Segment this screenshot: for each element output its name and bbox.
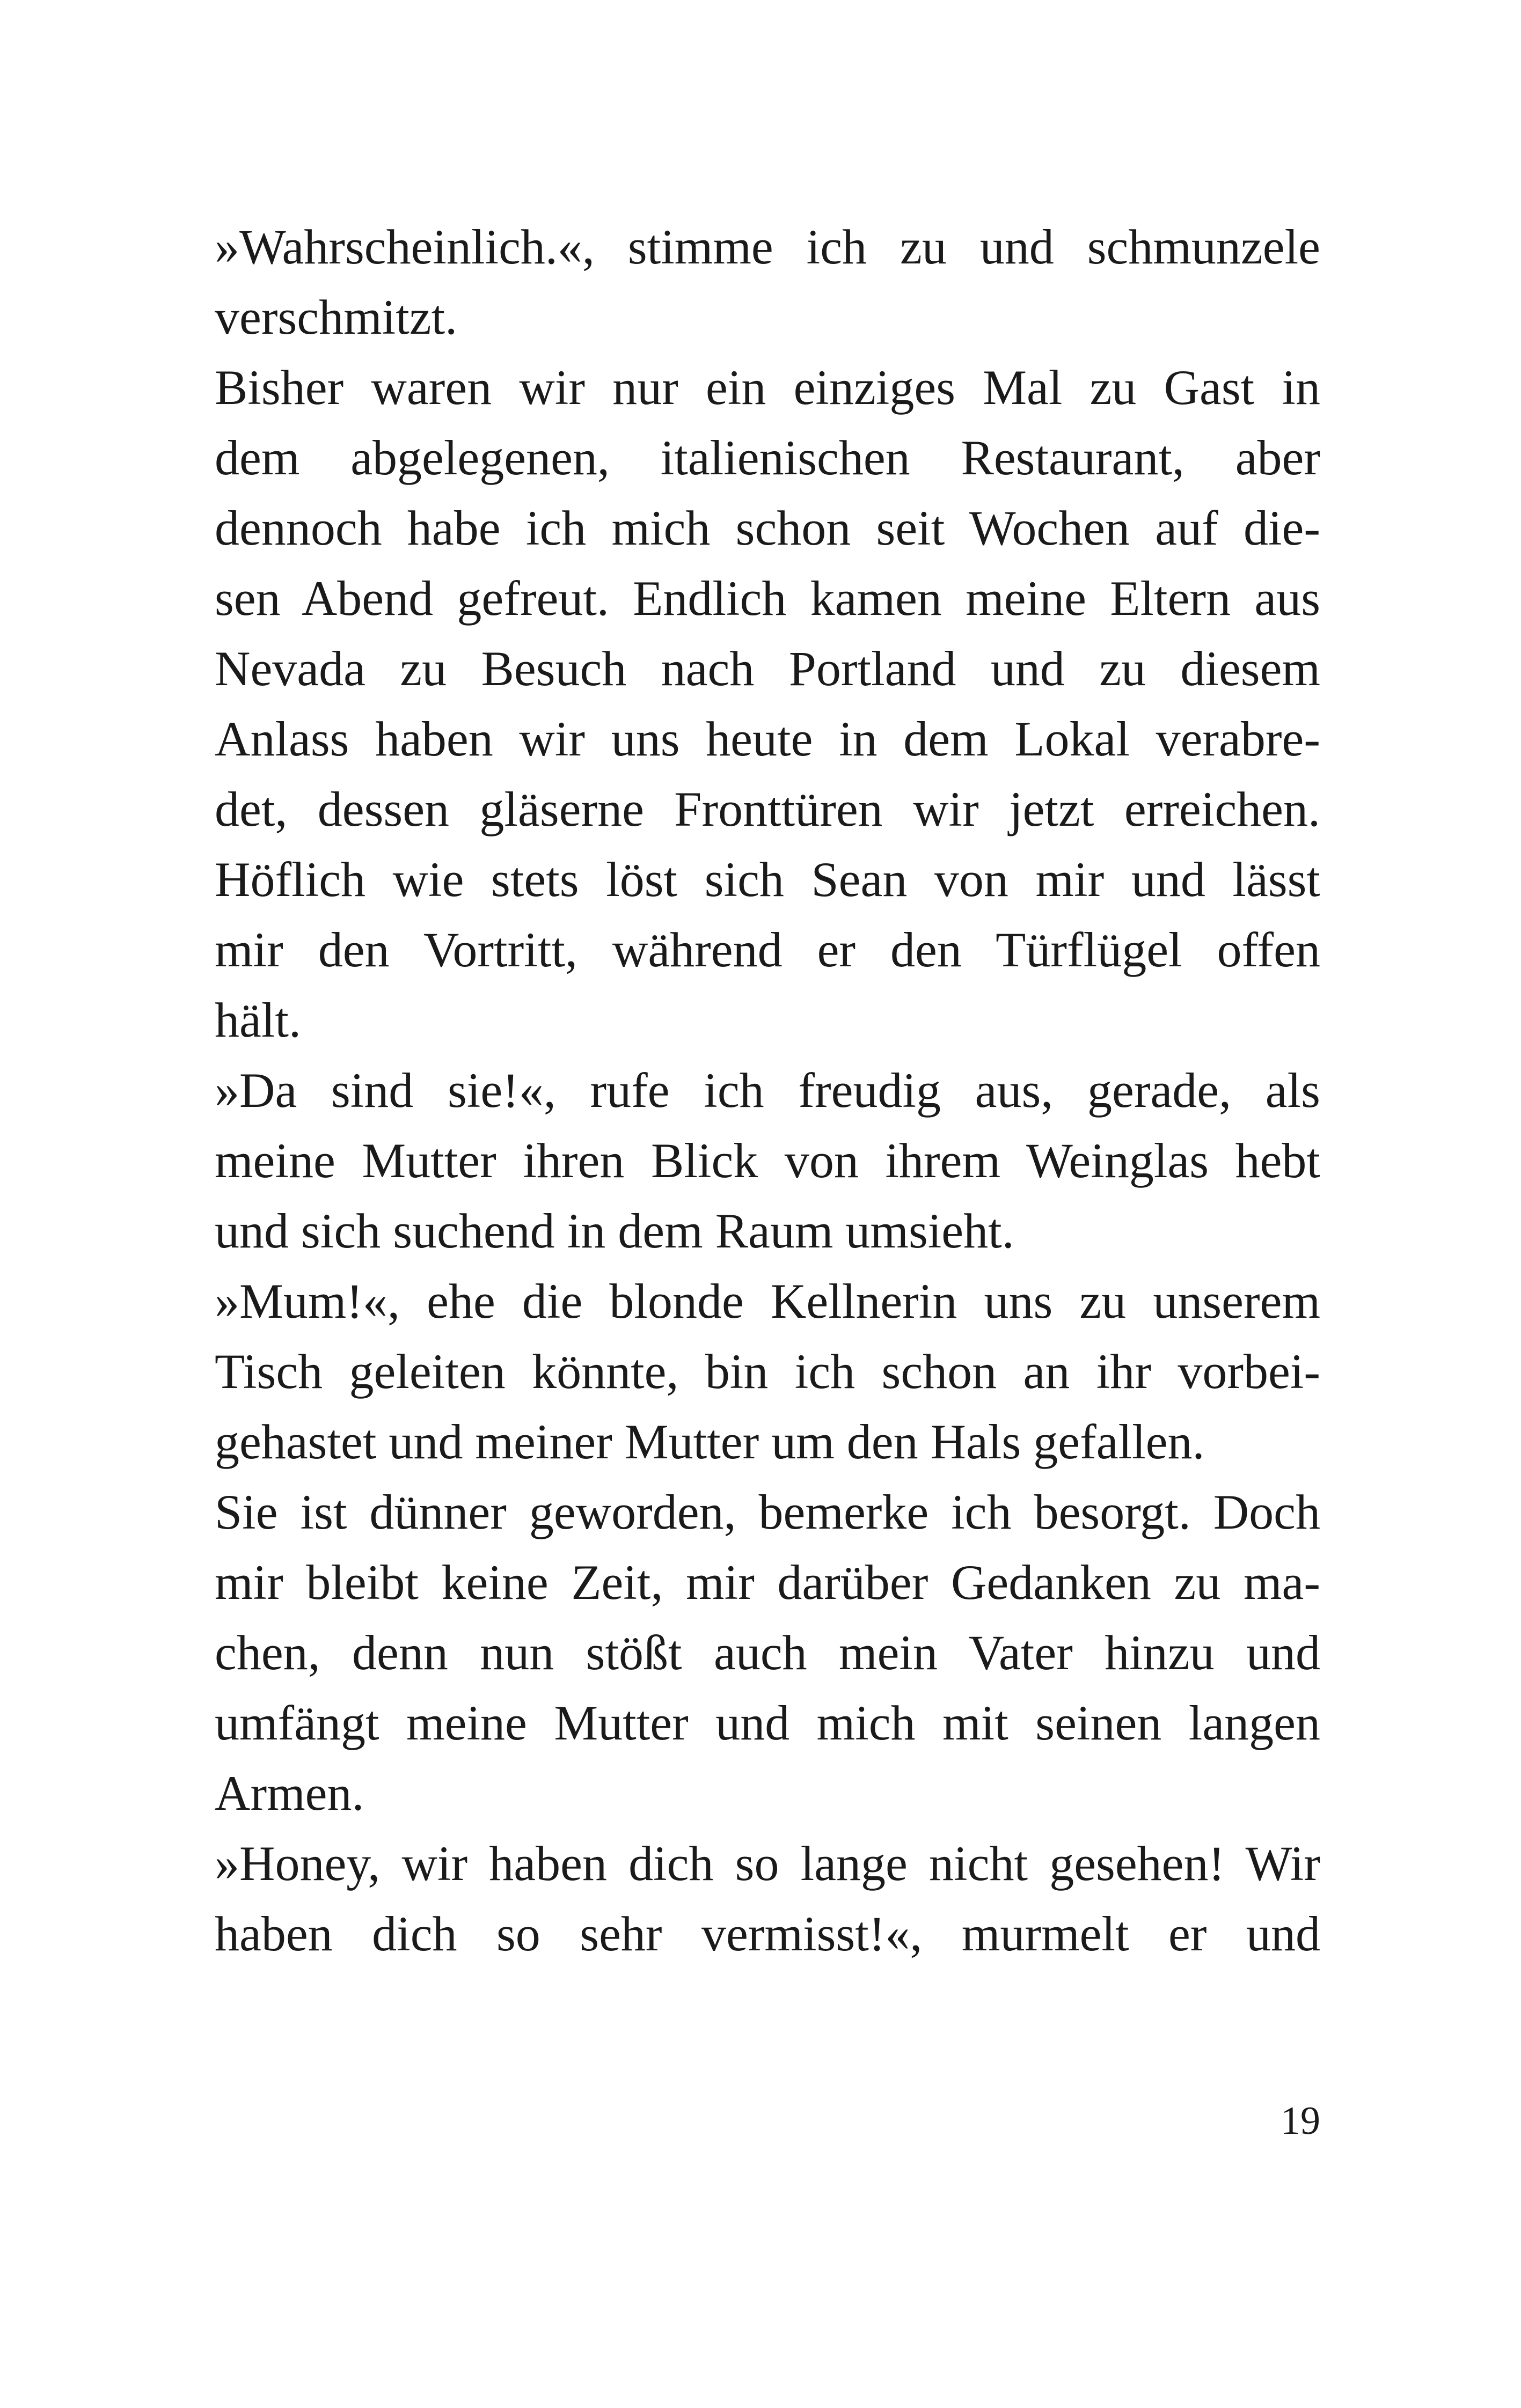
text-line: Nevada zu Besuch nach Portland und zu diesem bbox=[215, 641, 1320, 696]
text-line: Höflich wie stets löst sich Sean von mir und lässt bbox=[215, 852, 1320, 907]
text-line: verschmitzt. bbox=[215, 290, 458, 344]
text-line: det, dessen gläserne Fronttüren wir jetzt erreichen. bbox=[215, 782, 1320, 836]
text-line: meine Mutter ihren Blick von ihrem Weinglas hebt bbox=[215, 1133, 1320, 1188]
page-number: 19 bbox=[1281, 2099, 1320, 2143]
text-line: sen Abend gefreut. Endlich kamen meine Eltern aus bbox=[215, 571, 1320, 626]
text-line: und sich suchend in dem Raum umsieht. bbox=[215, 1203, 1014, 1258]
text-line: Armen. bbox=[215, 1766, 364, 1820]
text-line: Tisch geleiten könnte, bin ich schon an ihr vorbei- bbox=[215, 1344, 1320, 1399]
text-line: Anlass haben wir uns heute in dem Lokal verabre- bbox=[215, 711, 1320, 766]
body-text bbox=[215, 212, 1320, 1969]
text-line: »Honey, wir haben dich so lange nicht gesehen! Wir bbox=[215, 1836, 1320, 1891]
text-line: chen, denn nun stößt auch mein Vater hinzu und bbox=[215, 1625, 1320, 1680]
text-line: »Wahrscheinlich.«, stimme ich zu und schmunzele bbox=[215, 219, 1320, 274]
text-line: haben dich so sehr vermisst!«, murmelt er und bbox=[215, 1906, 1320, 1961]
text-line: hält. bbox=[215, 993, 301, 1047]
text-line: dennoch habe ich mich schon seit Wochen auf die- bbox=[215, 501, 1320, 555]
text-line: dem abgelegenen, italienischen Restaurant, aber bbox=[215, 430, 1320, 485]
text-line: »Mum!«, ehe die blonde Kellnerin uns zu unserem bbox=[215, 1274, 1320, 1328]
text-line: Sie ist dünner geworden, bemerke ich besorgt. Doch bbox=[215, 1485, 1320, 1539]
text-line: gehastet und meiner Mutter um den Hals gefallen. bbox=[215, 1414, 1205, 1469]
text-line: »Da sind sie!«, rufe ich freudig aus, gerade, als bbox=[215, 1063, 1320, 1118]
text-line: mir bleibt keine Zeit, mir darüber Gedanken zu ma- bbox=[215, 1555, 1320, 1610]
text-line: Bisher waren wir nur ein einziges Mal zu Gast in bbox=[215, 360, 1320, 415]
text-line: umfängt meine Mutter und mich mit seinen langen bbox=[215, 1695, 1320, 1750]
text-line: mir den Vortritt, während er den Türflügel offen bbox=[215, 922, 1320, 977]
